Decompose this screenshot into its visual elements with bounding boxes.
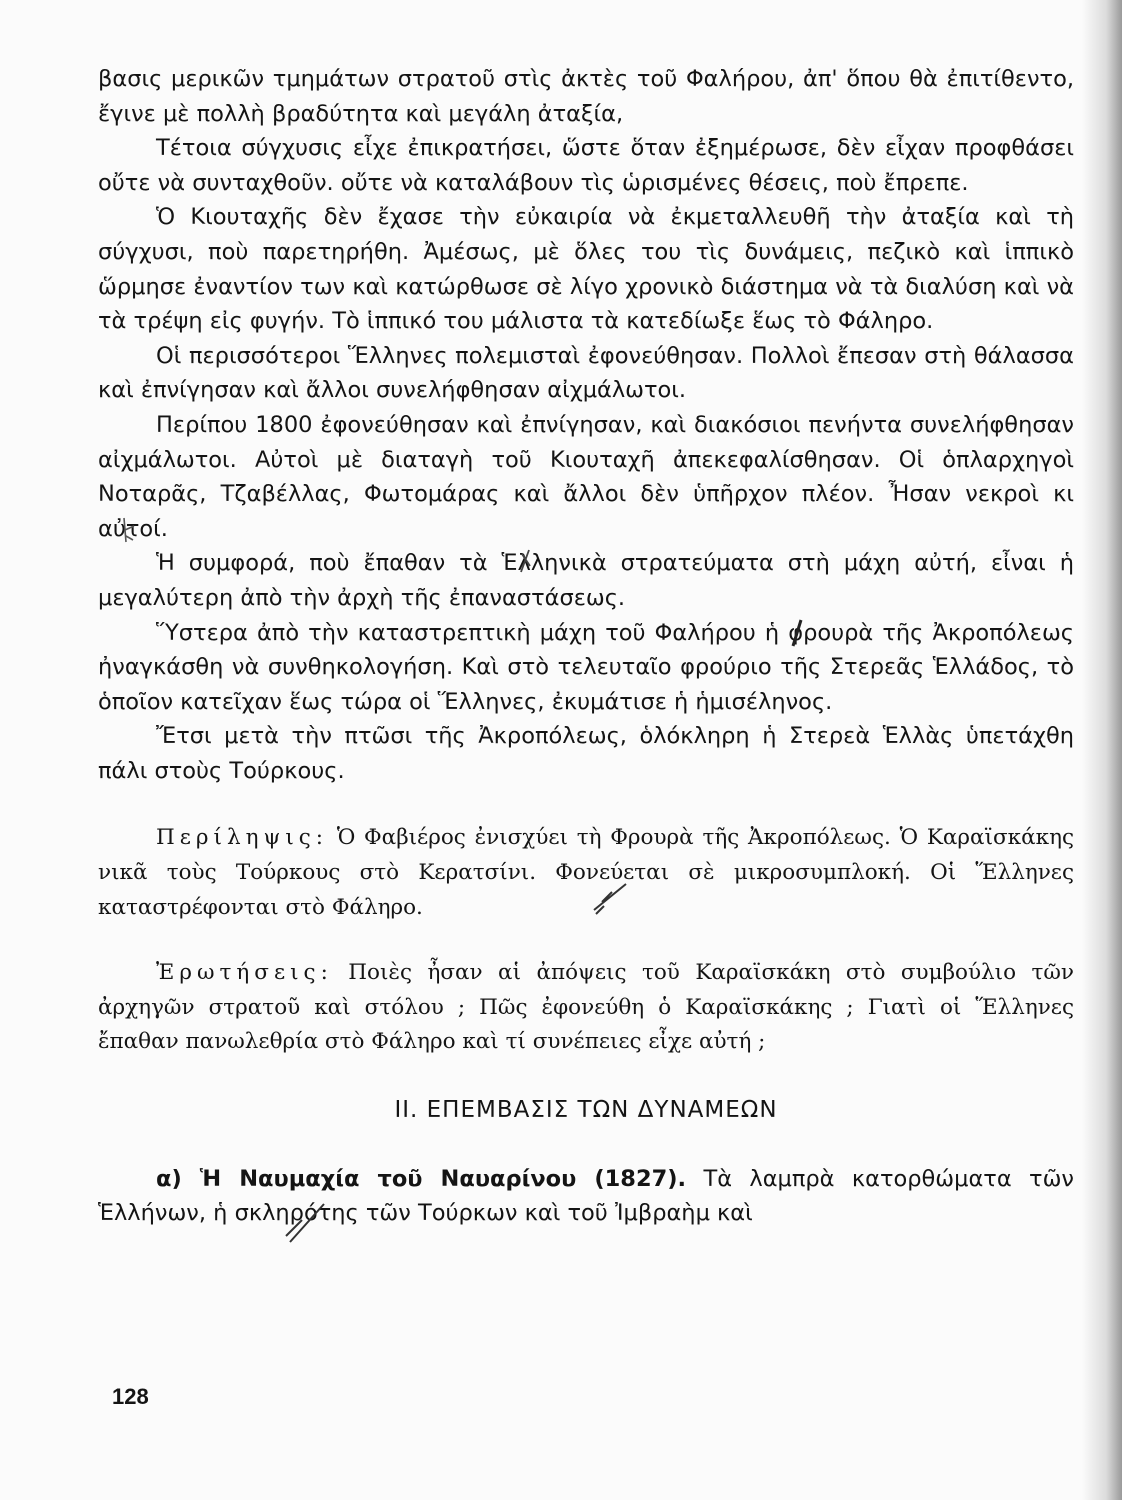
paragraph-6: Ἡ συμφορά, ποὺ ἔπαθαν τὰ Ἑλληνικὰ στρατεύματα στὴ μάχη αὐτή, εἶναι ἡ μεγαλύτερη ἀπὸ τὴν ἀρχὴ τῆς ἐπαναστάσεως. (98, 550, 1074, 611)
paragraph-2: Τέτοια σύγχυσις εἶχε ἐπικρατήσει, ὥστε ὅταν ἐξημέρωσε, δὲν εἶχαν προφθάσει οὔτε νὰ συνταχθοῦν. οὔτε νὰ καταλάβουν τὶς ὡρισμένες θέσεις, ποὺ ἔπρεπε. (98, 135, 1074, 196)
pencil-slash-icon (790, 618, 804, 648)
section-heading: ΙΙ. ΕΠΕΜΒΑΣΙΣ ΤΩΝ ΔΥΝΑΜΕΩΝ (394, 1097, 778, 1124)
paragraph-7: Ὕστερα ἀπὸ τὴν καταστρεπτικὴ μάχη τοῦ Φαλήρου ἡ φρουρὰ τῆς Ἀκροπόλεως ἠναγκάσθη νὰ συνθηκολογήση. Καὶ στὸ τελευταῖο φρούριο τῆς Στερεᾶς Ἑλλάδος, τὸ ὁποῖον κατεῖχαν ἕως τώρα οἱ Ἕλληνες, ἐκυμάτισε ἡ ἡμισέληνος. (98, 619, 1074, 715)
book-spine-shadow (1082, 0, 1122, 1500)
summary-label: Περίληψις: (156, 825, 329, 851)
pencil-slash-icon (518, 548, 532, 574)
pencil-scribble-icon (592, 880, 630, 916)
paragraph-4: Οἱ περισσότεροι Ἕλληνες πολεμισταὶ ἐφονεύθησαν. Πολλοὶ ἔπεσαν στὴ θάλασσα καὶ ἐπνίγησαν καὶ ἄλλοι συνελήφθησαν αἰχμάλωτοι. (98, 342, 1074, 404)
questions-label: Ἐρωτήσεις: (156, 960, 333, 986)
pencil-slash-icon (284, 1200, 330, 1246)
paragraph-8: Ἔτσι μετὰ τὴν πτῶσι τῆς Ἀκροπόλεως, ὁλόκληρη ἡ Στερεὰ Ἑλλὰς ὑπετάχθη πάλι στοὺς Τούρκους. (98, 723, 1074, 784)
paragraph-3: Ὁ Κιουταχῆς δὲν ἔχασε τὴν εὐκαιρία νὰ ἐκμεταλλευθῆ τὴν ἀταξία καὶ τὴ σύγχυσι, ποὺ παρετηρήθη. Ἀμέσως, μὲ ὅλες του τὶς δυνάμεις, πεζικὸ καὶ ἱππικὸ ὥρμησε ἐναντίον των καὶ κατώρθωσε σὲ λίγο χρονικὸ διάστημα νὰ τὰ διαλύση καὶ νὰ τὰ τρέψη εἰς φυγήν. Τὸ ἱππικό του μάλιστα τὰ κατεδίωξε ἕως τὸ Φάληρο. (98, 204, 1074, 335)
page-number: 128 (112, 1384, 149, 1409)
paragraph-5: Περίπου 1800 ἐφονεύθησαν καὶ ἐπνίγησαν, καὶ διακόσιοι πενήντα συνελήφθησαν αἰχμάλωτοι. Αὐτοὶ μὲ διαταγὴ τοῦ Κιουταχῆ ἀπεκεφαλίσθησαν. Οἱ ὁπλαρχηγοὶ Νοταρᾶς, Τζαβέλλας, Φωτομάρας καὶ ἄλλοι δὲν ὑπῆρχον πλέον. Ἦσαν νεκροὶ κι αὐτοί. (98, 411, 1074, 542)
subsection-text: Τὰ λαμπρὰ κατορθώματα τῶν Ἑλλήνων, ἡ σκληρότης τῶν Τούρκων καὶ τοῦ Ἰμβραὴμ καὶ (98, 1165, 1074, 1227)
paragraph-1: βασις μερικῶν τμημάτων στρατοῦ στὶς ἀκτὲς τοῦ Φαλήρου, ἀπ' ὅπου θὰ ἐπιτίθεντο, ἔγινε μὲ πολλὴ βραδύτητα καὶ μεγάλη ἀταξία, (98, 66, 1074, 127)
subsection-title: α) Ἡ Ναυμαχία τοῦ Ναυαρίνου (1827). (156, 1165, 687, 1192)
summary-text: Ὁ Φαβιέρος ἐνισχύει τὴ Φρουρὰ τῆς Ἀκροπόλεως. Ὁ Καραϊσκάκης νικᾶ τοὺς Τούρκους στὸ Κερατσίνι. Φονεύεται σὲ μικροσυμπλοκή. Οἱ Ἕλληνες καταστρέφονται στὸ Φάληρο. (98, 825, 1074, 920)
questions-text: Ποιὲς ἦσαν αἱ ἀπόψεις τοῦ Καραϊσκάκη στὸ συμβούλιο τῶν ἀρχηγῶν στρατοῦ καὶ στόλου ; Πῶς ἐφονεύθη ὁ Καραϊσκάκης ; Γιατὶ οἱ Ἕλληνες ἔπαθαν πανωλεθρία στὸ Φάληρο καὶ τί συνέπειες εἶχε αὐτή ; (98, 960, 1074, 1055)
pencil-mark-icon (120, 516, 138, 546)
page-body (98, 62, 1074, 1231)
questions-block (98, 956, 1074, 1060)
summary-block (98, 821, 1074, 925)
subsection-paragraph (98, 1162, 1074, 1231)
